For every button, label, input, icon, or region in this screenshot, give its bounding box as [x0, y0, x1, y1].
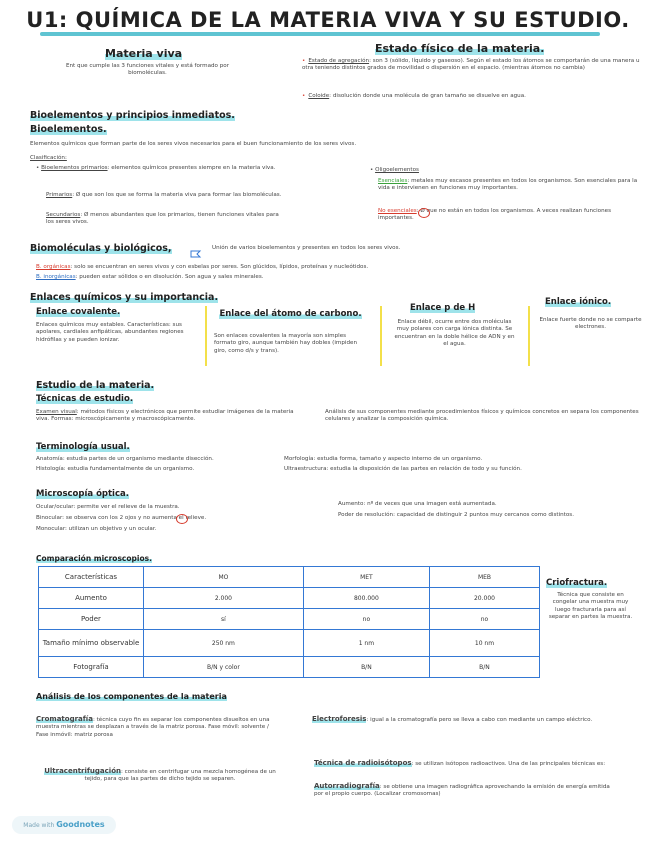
bioelementos-section: Bioelementos y principios inmediatos. [30, 110, 235, 121]
enlaces-section: Enlaces químicos y su importancia. [30, 292, 219, 303]
table-cell: B/N [429, 657, 539, 678]
b-inorganicas-item: B. inorgánicas: pueden estar sólidos o en disolución. Son agua y sales minerales. [36, 274, 264, 280]
covalente-text: Enlaces químicos muy estables. Características: sus apolares, cardiales anfipáticas, abundantes regiones hidrófilas y se pueden ionizar. [36, 322, 184, 343]
table-cell: no [429, 609, 539, 630]
table-header-cell: Características [39, 567, 144, 588]
ocular-item: Ocular/ocular: permite ver el relieve de la muestra. [36, 504, 180, 510]
biomoleculas-side: Unión de varios bioelementos y presentes en todos los seres vivos. [212, 245, 401, 251]
binocular-item: Binocular: se observa con los 2 ojos y no aumenta el relieve. [36, 515, 207, 521]
table-cell: 1 nm [303, 630, 429, 657]
anatomia-item: Anatomía: estudia partes de un organismo mediante disección. [36, 456, 214, 462]
materia-viva-text: Ent que cumple las 3 funciones vitales y está formado por biomoléculas. [65, 63, 230, 77]
title-underline [40, 32, 600, 36]
puente-h-text: Enlace débil, ocurre entre dos moléculas muy polares con carga iónica distinta. Se encuentran en la doble hélice de ADN y en el agua. [394, 319, 515, 348]
criofractura-text: Técnica que consiste en congelar una muestra muy luego fracturarla para así separar en partes la muestra. [548, 592, 633, 621]
table-cell: 10 nm [429, 630, 539, 657]
estado-fisico-heading: Estado físico de la materia. [375, 42, 545, 55]
table-cell: B/N [303, 657, 429, 678]
morfologia-item: Morfología: estudia forma, tamaño y aspecto interno de un organismo. [284, 456, 483, 462]
table-cell: 800.000 [303, 588, 429, 609]
table-header-cell: MEB [429, 567, 539, 588]
autorradiografia-item: Autorradiografía: se obtiene una imagen radiográfica aprovechando la emisión de energía emitida por el propio cuerpo. (Localizar cromosomas) [314, 782, 610, 798]
ultraestructura-item: Ultraestructura: estudia la disposición de las partes en relación de todo y su función. [284, 466, 522, 472]
bioelementos-heading: Bioelementos. [30, 124, 107, 135]
terminologia-heading: Terminología usual. [36, 442, 130, 452]
secundarios-item: Secundarios: Ø menos abundantes que los primarios, tienen funciones vitales para los seres vivos. [46, 212, 279, 226]
microscopia-heading: Microscopía óptica. [36, 489, 129, 499]
analisis-section: Análisis de los componentes de la materia [36, 692, 227, 701]
red-circle-mark-2 [176, 514, 188, 524]
electroforesis-item: Electroforesis: igual a la cromatografía pero se lleva a cabo con mediante un campo eléctrico. [312, 715, 593, 723]
poder-resolucion-item: Poder de resolución: capacidad de distinguir 2 puntos muy cercanos como distintos. [338, 512, 574, 518]
covalente-heading: Enlace covalente. [36, 307, 121, 317]
table-header-cell: MET [303, 567, 429, 588]
analisis-text: Análisis de sus componentes mediante procedimientos físicos y químicos concretos en separa los componentes celulares y analizar la composición química. [325, 409, 639, 423]
table-cell: Fotografía [39, 657, 144, 678]
table-row [39, 657, 540, 678]
primarios-item: • Bioelementos primarios: elementos químicos presentes siempre en la materia viva. [36, 165, 276, 171]
table-row [39, 588, 540, 609]
monocular-item: Monocular: utilizan un objetivo y un ocular. [36, 526, 157, 532]
table-cell: 250 nm [144, 630, 304, 657]
table-row [39, 630, 540, 657]
bioelementos-intro: Elementos químicos que forman parte de los seres vivos necesarios para el buen funcionamiento de los seres vivos. [30, 141, 357, 147]
examen-visual-item: Examen visual: métodos físicos y electrónicos que permite estudiar imágenes de la materia viva. Formas: microscópicamente y macroscópicamente. [36, 409, 294, 423]
estudio-section: Estudio de la materia. [36, 380, 155, 391]
puente-h-heading: Enlace p de H [410, 303, 476, 313]
table-cell: no [303, 609, 429, 630]
oligo-item: • Oligoelementos [370, 167, 419, 173]
table-row [39, 609, 540, 630]
criofractura-heading: Criofractura. [546, 578, 608, 588]
radioisotopos-item: Técnica de radioisótopos: se utilizan isótopos radioactivos. Una de las principales técnicas es: [314, 759, 606, 767]
goodnotes-badge[interactable]: Made with Goodnotes [12, 816, 116, 834]
materia-viva-heading: Materia viva [105, 47, 183, 60]
divider-yellow-3 [528, 306, 530, 366]
table-cell: sí [144, 609, 304, 630]
divider-yellow-2 [380, 306, 382, 366]
table-cell: Poder [39, 609, 144, 630]
ionico-heading: Enlace iónico. [545, 297, 612, 307]
carbono-text: Son enlaces covalentes la mayoría son simples formato giro, aunque también hay dobles (impiden giro, como d/s y trans). [214, 333, 357, 354]
estado-agregacion-item: • Estado de agregación: son 3 (sólido, líquido y gaseoso). Según el estado los átomos se comportarán de una manera u otra teniendo distintos grados de movilidad o dispersión en el espacio. (mientras átomos no cambia) [302, 58, 642, 73]
ultracentrifugacion-item: Ultracentrifugación: consiste en centrifugar una mezcla homogénea de un tejido, para que las partes de dicho tejido se separen. [44, 767, 276, 783]
carbono-heading: Enlace del átomo de carbono. [219, 309, 362, 319]
esenciales-item: Esenciales: metales muy escasos presentes en todos los organismos. Son esenciales para la vida e intervienen en funciones muy importantes. [378, 178, 638, 192]
no-esenciales-item: No esenciales: Ø que no están en todos los organismos. A veces realizan funciones importantes. [378, 208, 612, 222]
b-organicas-item: B. orgánicas: solo se encuentran en seres vivos y con esbelas por seres. Son glúcidos, lípidos, proteínas y nucleótidos. [36, 264, 369, 270]
red-circle-mark [418, 208, 430, 218]
comparison-table [38, 566, 540, 678]
comparacion-heading: Comparación microscopios. [36, 554, 152, 563]
table-cell: B/N y color [144, 657, 304, 678]
table-cell: 20.000 [429, 588, 539, 609]
table-cell: Aumento [39, 588, 144, 609]
coloide-item: • Coloide: disolución donde una molécula de gran tamaño se disuelve en agua. [302, 93, 642, 100]
ionico-text: Enlace fuerte donde no se comparte electrones. [539, 317, 642, 331]
table-cell: Tamaño mínimo observable [39, 630, 144, 657]
aumento-item: Aumento: nº de veces que una imagen está aumentada. [338, 501, 497, 507]
clasificacion-label: Clasificación: [30, 155, 67, 161]
divider-yellow-1 [205, 306, 207, 366]
tecnicas-heading: Técnicas de estudio. [36, 394, 134, 404]
page-title: U1: QUÍMICA DE LA MATERIA VIVA Y SU ESTUDIO. [26, 8, 630, 32]
primarios2-item: Primarios: Ø que son los que se forma la materia viva para formar las biomoléculas. [46, 192, 282, 198]
biomoleculas-heading: Biomoléculas y biológicos, [30, 243, 172, 254]
table-cell: 2.000 [144, 588, 304, 609]
bookmark-icon [190, 244, 202, 263]
table-header-row [39, 567, 540, 588]
histologia-item: Histología: estudia fundamentalmente de un organismo. [36, 466, 195, 472]
cromatografia-item: Cromatografía: técnica cuyo fin es separar los componentes disueltos en una muestra mientras se desplazan a través de la matriz porosa. Fase móvil: solvente / Fase inmóvil: matriz porosa [36, 715, 270, 738]
table-header-cell: MO [144, 567, 304, 588]
